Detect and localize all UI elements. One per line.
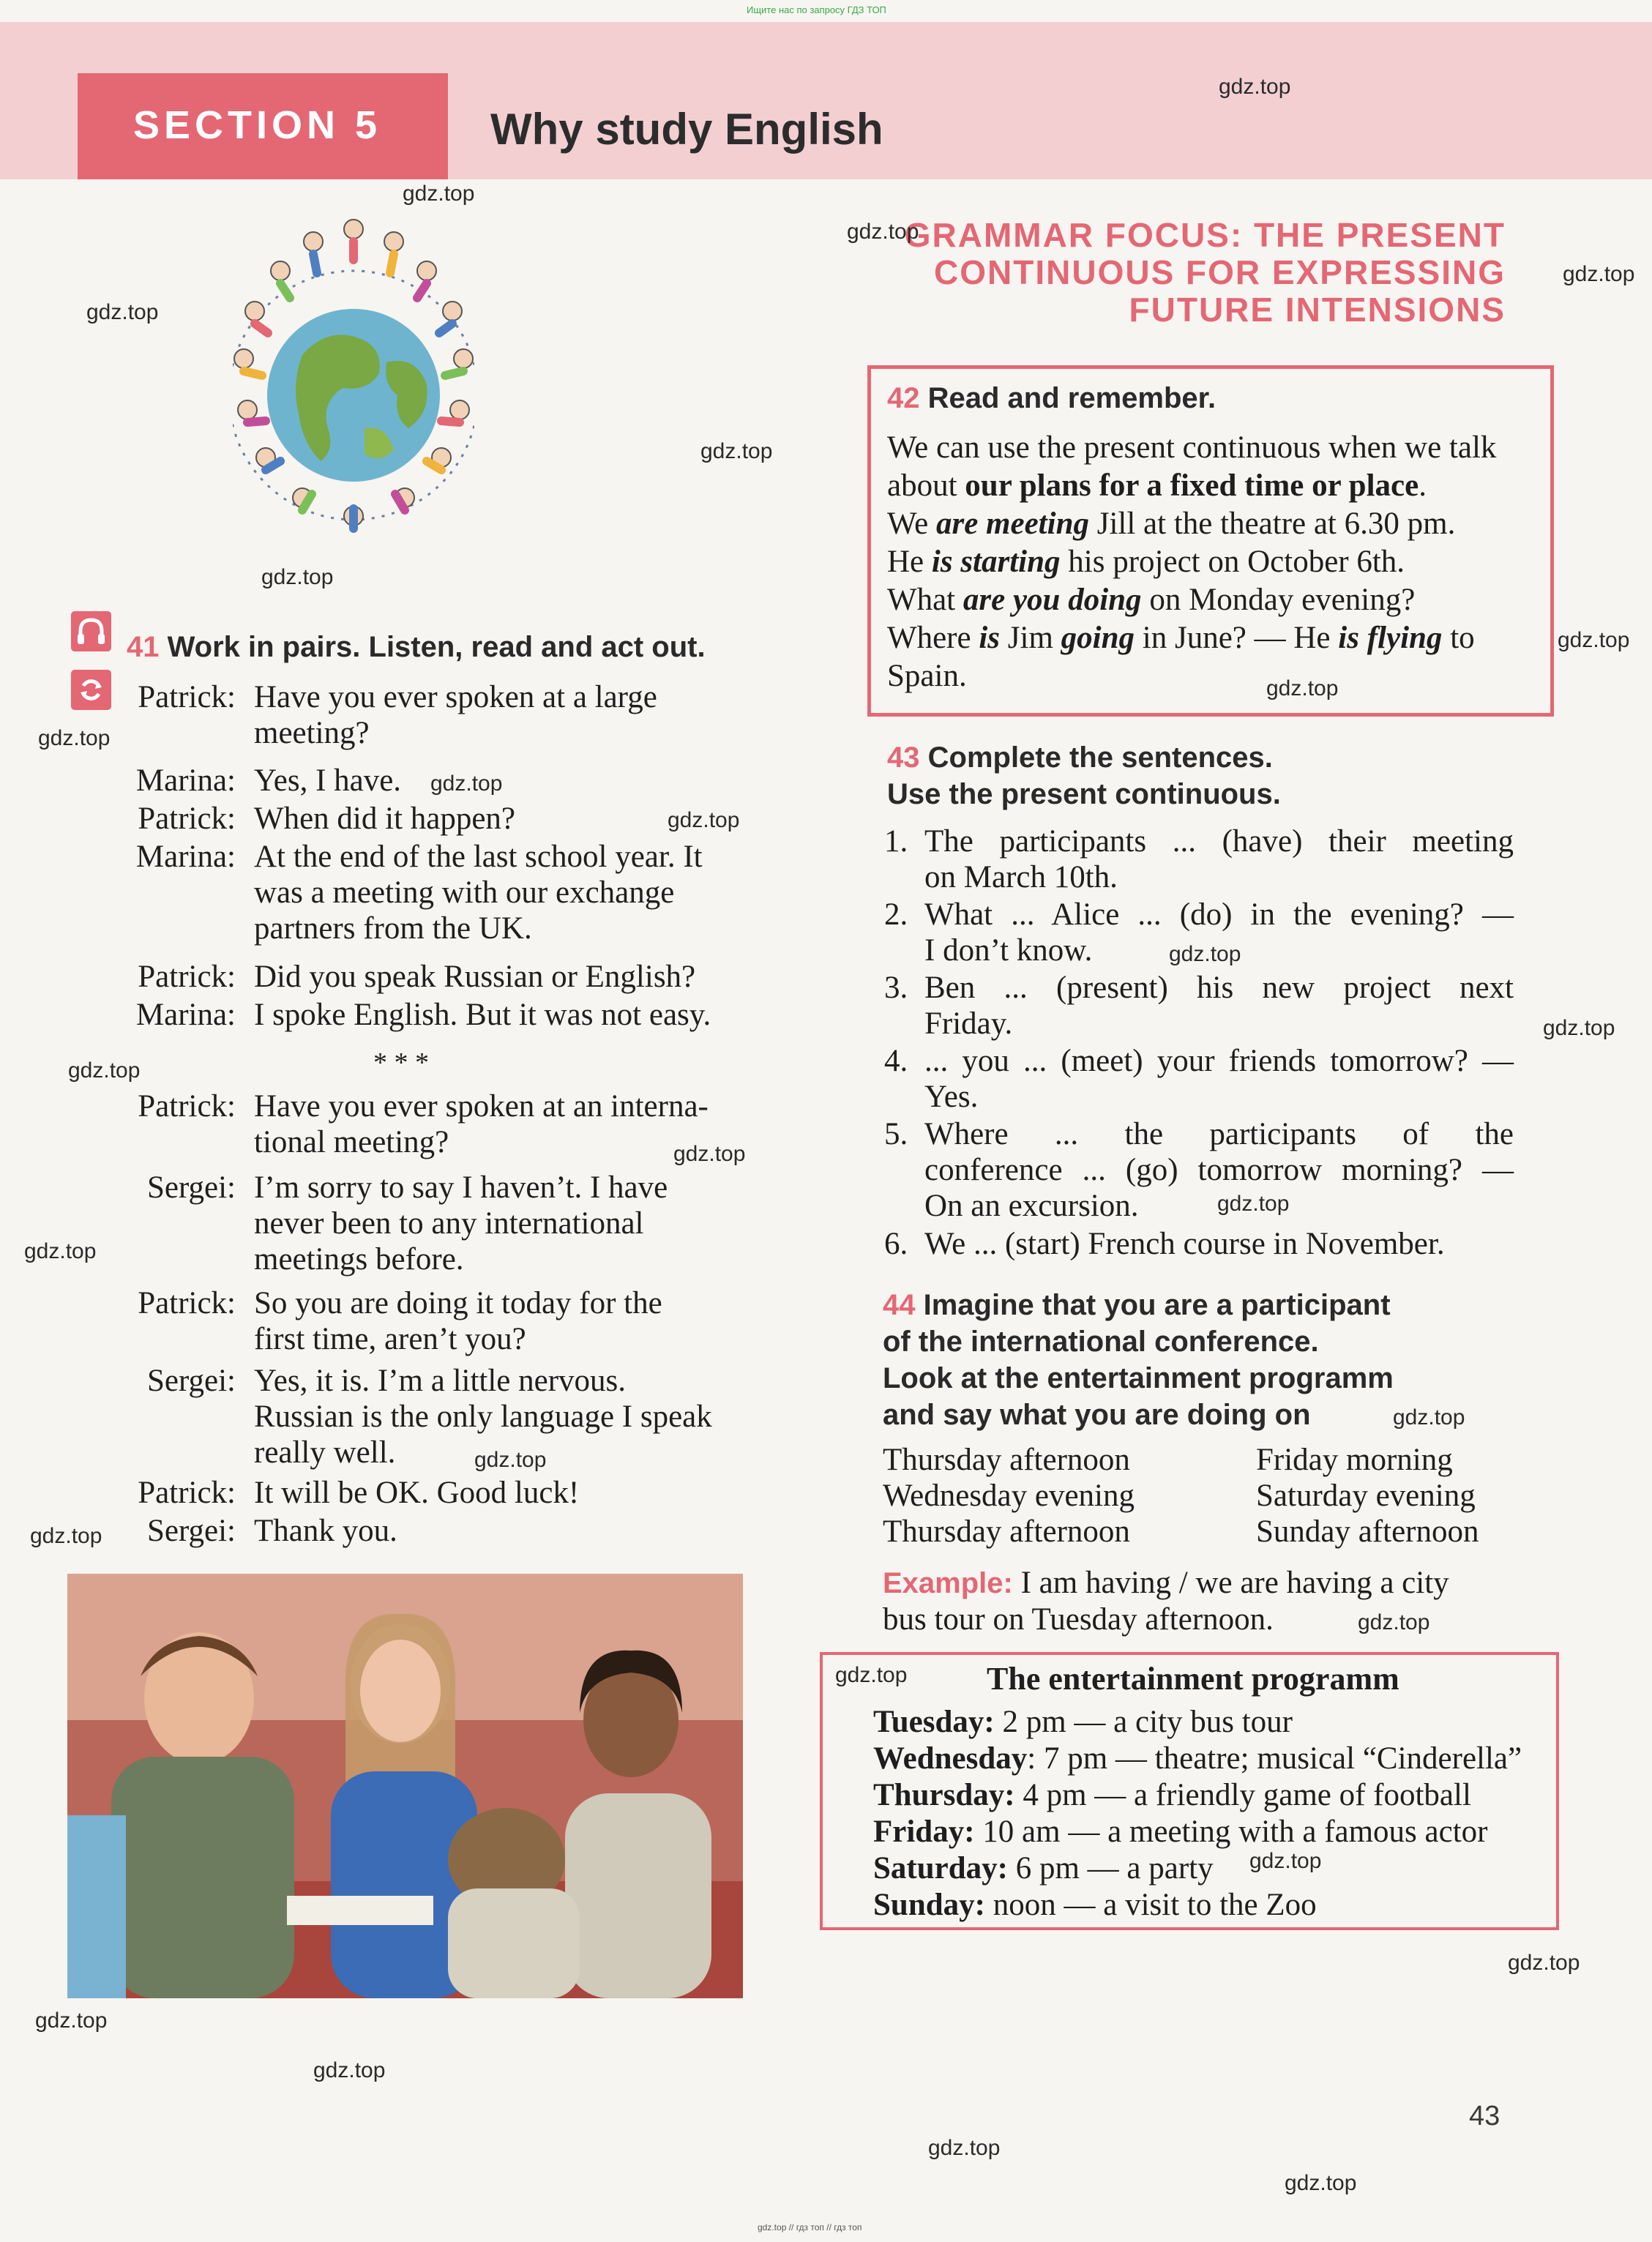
task-title: Complete the sentences.	[927, 741, 1273, 774]
watermark: gdz.top	[38, 726, 111, 750]
watermark: gdz.top	[1266, 676, 1339, 700]
dialogue-separator: * * *	[373, 1047, 429, 1078]
page-title: Why study English	[490, 105, 883, 154]
task-title: Read and remember.	[927, 382, 1216, 414]
watermark: gdz.top	[1219, 75, 1291, 99]
speaker: Sergei:	[146, 1364, 236, 1398]
watermark: gdz.top	[1285, 2171, 1357, 2195]
task-number: 44	[883, 1289, 916, 1321]
task-title-line: of the international conference.	[883, 1326, 1319, 1358]
time-option: Saturday evening	[1256, 1479, 1476, 1513]
speaker: Patrick:	[138, 680, 236, 714]
rule-line: about our plans for a fixed time or place.	[887, 468, 1427, 503]
task-44-example: Example: I am having / we are having a city bus tour on Tuesday afternoon.	[883, 1566, 1449, 1637]
watermark: gdz.top	[403, 182, 475, 206]
programm-row: Saturday: 6 pm — a party	[873, 1851, 1214, 1886]
exercise-item: 2. What ... Alice ... (do) in the evening? — I don’t know.	[884, 897, 1514, 968]
speaker: Sergei:	[146, 1170, 236, 1205]
dialogue-line: So you are doing it today for the first time, aren’t you?	[254, 1286, 662, 1356]
watermark: gdz.top	[30, 1524, 102, 1548]
programm-row: Tuesday: 2 pm — a city bus tour	[873, 1705, 1293, 1739]
dialogue-line: Yes, I have.	[254, 763, 402, 798]
watermark: gdz.top	[835, 1663, 908, 1687]
task-number: 41	[127, 631, 160, 663]
watermark: gdz.top	[928, 2136, 1001, 2160]
task-title: Imagine that you are a participant	[923, 1289, 1391, 1321]
page-number: 43	[1469, 2101, 1500, 2131]
top-note: Ищите нас по запросу ГДЗ ТОП	[747, 4, 886, 15]
rule-line: We can use the present continuous when we talk	[887, 430, 1497, 465]
programm-row: Sunday: noon — a visit to the Zoo	[873, 1888, 1317, 1922]
task-number: 43	[887, 741, 920, 774]
speaker: Patrick:	[138, 1089, 236, 1124]
grammar-focus-line: CONTINUOUS FOR EXPRESSING	[934, 253, 1506, 291]
exercise-item: 1. The participants ... (have) their meeting on March 10th.	[884, 824, 1514, 894]
task-subtitle: Use the present continuous.	[887, 778, 1281, 810]
time-option: Thursday afternoon	[883, 1443, 1130, 1477]
exercise-item: 5. Where ... the participants of the conference ... (go) tomorrow morning? — On an excursion.	[884, 1117, 1514, 1223]
section-label: SECTION 5	[133, 103, 382, 147]
watermark: gdz.top	[261, 565, 334, 589]
speaker: Marina:	[135, 998, 236, 1032]
watermark: gdz.top	[474, 1448, 547, 1472]
speaker: Marina:	[135, 763, 236, 798]
programm-row: Wednesday: 7 pm — theatre; musical “Cinderella”	[873, 1741, 1522, 1776]
task-42-body	[887, 429, 1496, 695]
watermark: gdz.top	[86, 300, 159, 324]
dialogue-line: It will be OK. Good luck!	[254, 1476, 580, 1510]
watermark: gdz.top	[673, 1142, 746, 1166]
example-line: Spain.	[887, 659, 967, 693]
example-label: Example:	[883, 1567, 1013, 1599]
example-line: He is starting his project on October 6th.	[887, 545, 1405, 579]
dialogue-line: Yes, it is. I’m a little nervous. Russian is the only language I speak really well.	[254, 1364, 712, 1470]
programm-row: Thursday: 4 pm — a friendly game of football	[873, 1778, 1471, 1812]
time-option: Thursday afternoon	[883, 1514, 1130, 1549]
bottom-note: gdz.top // гдз топ // гдз топ	[758, 2222, 862, 2232]
programm-title: The entertainment programm	[987, 1661, 1399, 1697]
programm-list	[873, 1704, 1522, 1924]
watermark: gdz.top	[35, 2009, 108, 2033]
watermark: gdz.top	[1543, 1016, 1615, 1040]
grammar-focus-line: FUTURE INTENSIONS	[1129, 291, 1506, 329]
example-line: Where is Jim going in June? — He is flying to	[887, 621, 1475, 655]
task-number: 42	[887, 382, 920, 414]
students-photo	[67, 1574, 743, 1998]
task-42-heading	[887, 382, 1216, 415]
speaker: Patrick:	[138, 1286, 236, 1320]
grammar-focus-line: GRAMMAR FOCUS: THE PRESENT	[904, 216, 1506, 254]
watermark: gdz.top	[68, 1058, 141, 1083]
watermark: gdz.top	[24, 1239, 97, 1263]
example-line: What are you doing on Monday evening?	[887, 583, 1416, 617]
watermark: gdz.top	[1558, 628, 1630, 652]
watermark: gdz.top	[313, 2058, 386, 2082]
speaker: Patrick:	[138, 1476, 236, 1510]
speaker: Patrick:	[138, 801, 236, 836]
dialogue-1	[0, 0, 805, 1574]
task-44-heading	[883, 1287, 1394, 1433]
programm-row: Friday: 10 am — a meeting with a famous actor	[873, 1815, 1488, 1849]
watermark: gdz.top	[668, 808, 740, 832]
watermark: gdz.top	[1169, 942, 1241, 966]
task-title-line: and say what you are doing on	[883, 1399, 1311, 1431]
watermark: gdz.top	[1393, 1405, 1465, 1430]
exercise-item: 4. ... you ... (meet) your friends tomorrow? — Yes.	[884, 1044, 1514, 1114]
example-line: We are meeting Jill at the theatre at 6.30 pm.	[887, 507, 1456, 541]
watermark: gdz.top	[1358, 1610, 1430, 1634]
watermark: gdz.top	[700, 439, 773, 463]
time-option: Sunday afternoon	[1256, 1514, 1479, 1549]
dialogue-line: Have you ever spoken at an interna- tional meeting?	[254, 1089, 709, 1159]
watermark: gdz.top	[1563, 262, 1635, 286]
times-list-left	[883, 1442, 1135, 1550]
speaker: Sergei:	[146, 1514, 236, 1548]
dialogue-line: I spoke English. But it was not easy.	[254, 998, 711, 1032]
watermark: gdz.top	[1508, 1951, 1580, 1975]
times-list-right	[1256, 1442, 1479, 1550]
exercise-item: 6. We ... (start) French course in November.	[884, 1227, 1445, 1261]
time-option: Friday morning	[1256, 1443, 1453, 1477]
watermark: gdz.top	[1217, 1192, 1290, 1216]
dialogue-line: Thank you.	[254, 1514, 397, 1548]
dialogue-line: At the end of the last school year. It was a meeting with our exchange partners from the UK.	[254, 840, 703, 946]
time-option: Wednesday evening	[883, 1479, 1135, 1513]
exercise-item: 3. Ben ... (present) his new project next Friday.	[884, 971, 1514, 1041]
task-43-heading	[887, 739, 1281, 812]
speaker: Marina:	[135, 840, 236, 874]
task-title-line: Look at the entertainment programm	[883, 1362, 1394, 1394]
dialogue-line: Have you ever spoken at a large meeting?	[254, 680, 657, 750]
task-title: Work in pairs. Listen, read and act out.	[167, 631, 706, 663]
watermark: gdz.top	[847, 220, 919, 244]
speaker: Patrick:	[138, 960, 236, 994]
task-43-list	[884, 823, 1514, 1266]
dialogue-line: When did it happen?	[254, 801, 516, 836]
dialogue-line: I’m sorry to say I haven’t. I have never been to any international meetings before.	[254, 1170, 668, 1277]
dialogue-line: Did you speak Russian or English?	[254, 960, 696, 994]
grammar-focus-heading	[905, 217, 1506, 329]
watermark: gdz.top	[430, 771, 503, 796]
watermark: gdz.top	[1249, 1849, 1322, 1873]
